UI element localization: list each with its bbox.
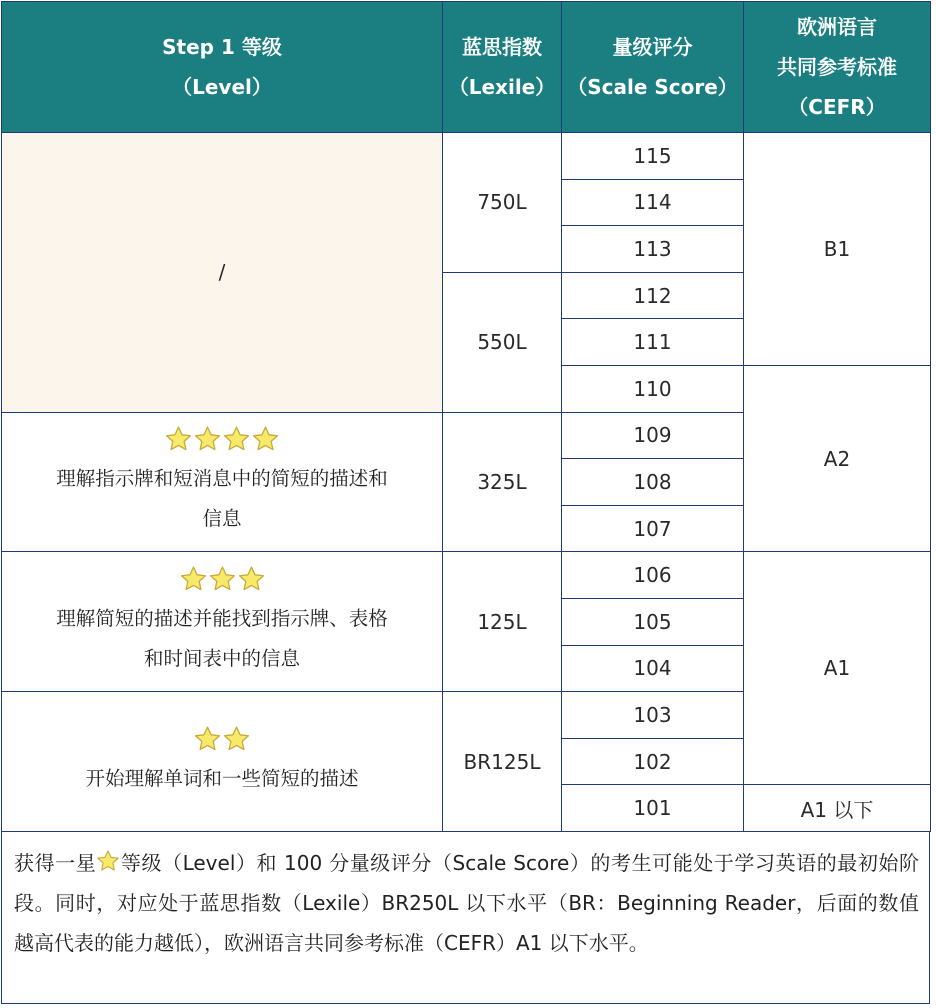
scale-score-cell: 102 [562,738,744,785]
lexile-cell: 750L [443,133,562,273]
header-row [2,2,931,133]
scale-score-cell: 106 [562,552,744,599]
star-icon [164,425,193,453]
star-icon [179,565,208,593]
header-scale-line2: （Scale Score） [567,75,738,99]
scale-score-cell: 107 [562,505,744,552]
cefr-cell: A2 [744,365,931,551]
scale-score-cell: 113 [562,226,744,273]
star-rating [12,565,432,593]
scale-score-cell: 105 [562,598,744,645]
star-icon [222,425,251,453]
level-description-line1: 理解指示牌和短消息中的简短的描述和 [56,466,388,490]
header-level-line1: Step 1 等级 [162,35,282,59]
cefr-cell: B1 [744,133,931,366]
scale-score-cell: 110 [562,365,744,412]
header-cefr-line1: 欧洲语言 [797,15,877,39]
star-icon [222,725,251,753]
level-two-star-cell [2,692,443,832]
level-table [1,1,931,832]
header-scale-score [562,2,744,133]
header-lexile [443,2,562,133]
scale-score-cell: 114 [562,179,744,226]
lexile-cell: 550L [443,272,562,412]
header-scale-line1: 量级评分 [612,35,693,59]
scale-score-cell: 115 [562,133,744,180]
table-row [2,133,931,180]
table-row [2,552,931,599]
header-lexile-line1: 蓝思指数 [462,35,542,59]
footnote-part2: 等级（Level）和 100 分量级评分（Scale Score）的考生可能处于学习英语的最初始阶段。同时，对应处于蓝思指数（Lexile）BR250L 以下水平（BR：Beginning Reader，后面的数值越高代表的能力越低），欧洲语言共同参考标准（CEFR）A1 以下水平。 [14,851,920,955]
lexile-cell: BR125L [443,692,562,832]
lexile-cell: 125L [443,552,562,692]
star-icon [193,425,222,453]
cefr-cell: A1 以下 [744,785,931,832]
level-three-star-cell [2,552,443,692]
level-four-star-cell [2,412,443,552]
scale-score-cell: 108 [562,459,744,506]
level-description-line1: 开始理解单词和一些简短的描述 [85,766,359,790]
lexile-cell: 325L [443,412,562,552]
star-icon [193,725,222,753]
scale-score-cell: 112 [562,272,744,319]
footnote [1,831,930,1004]
star-rating [12,725,432,753]
scale-score-cell: 104 [562,645,744,692]
star-icon [237,565,266,593]
level-description-line2: 和时间表中的信息 [143,646,300,670]
header-level [2,2,443,133]
header-cefr-line3: （CEFR） [788,95,886,119]
scale-score-cell: 103 [562,692,744,739]
header-cefr-line2: 共同参考标准 [777,55,897,79]
header-cefr [744,2,931,133]
header-level-line2: （Level） [172,75,272,99]
star-icon [251,425,280,453]
star-icon [96,846,120,870]
scale-score-cell: 109 [562,412,744,459]
star-icon [208,565,237,593]
level-description-line1: 理解简短的描述并能找到指示牌、表格 [56,606,388,630]
level-description-line2: 信息 [202,506,242,530]
footnote-part1: 获得一星 [14,851,97,875]
star-rating [12,425,432,453]
level-none-cell: / [2,133,443,413]
scale-score-cell: 111 [562,319,744,366]
header-lexile-line2: （Lexile） [448,75,556,99]
scale-score-cell: 101 [562,785,744,832]
cefr-cell: A1 [744,552,931,785]
